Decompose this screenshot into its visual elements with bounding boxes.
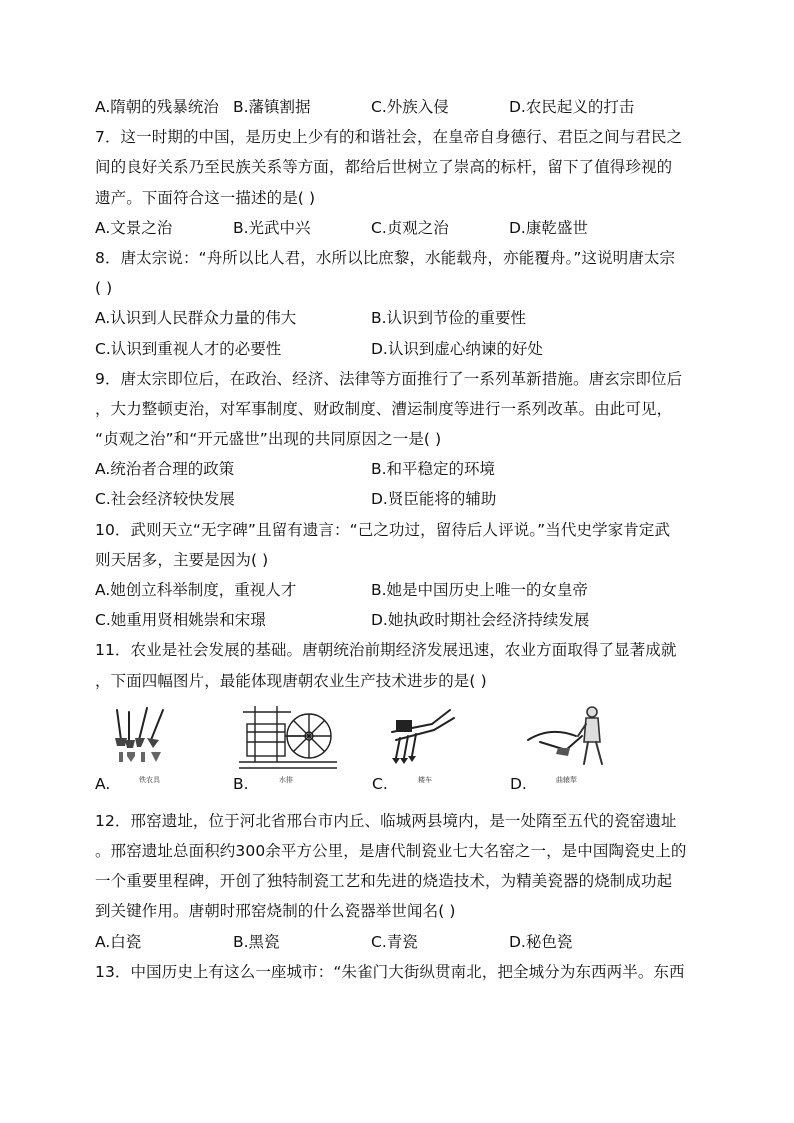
q11-option-a-caption: 铁农具 bbox=[139, 775, 160, 784]
q12-options bbox=[95, 927, 700, 957]
q9-stem-line: ，大力整顿吏治，对军事制度、财政制度、漕运制度等进行一系列改革。由此可见， bbox=[95, 399, 673, 418]
q7-stem-line: 间的良好关系乃至民族关系等方面，都给后世树立了崇高的标杆，留下了值得珍视的 bbox=[95, 158, 673, 177]
q12-stem-line: 12．邢窑遗址，位于河北省邢台市内丘、临城两县境内，是一处隋至五代的瓷窑遗址 bbox=[95, 811, 677, 830]
q10-option-b[interactable]: B.她是中国历史上唯一的女皇帝 bbox=[371, 581, 589, 599]
q7-stem-line: 遗产。下面符合这一描述的是( ) bbox=[95, 188, 316, 207]
q7-stem-line: 7．这一时期的中国，是历史上少有的和谐社会，在皇帝自身德行、君臣之间与君民之 bbox=[95, 128, 683, 147]
question-7 bbox=[95, 122, 700, 243]
q8-option-b[interactable]: B.认识到节俭的重要性 bbox=[371, 309, 527, 328]
q9-option-d[interactable]: D.贤臣能将的辅助 bbox=[371, 490, 497, 509]
q9-option-c[interactable]: C.社会经济较快发展 bbox=[95, 490, 235, 509]
q9-option-a[interactable]: A.统治者合理的政策 bbox=[95, 460, 235, 479]
q10-option-a[interactable]: A.她创立科举制度，重视人才 bbox=[95, 581, 297, 599]
q10-stem-line: 10．武则天立“无字碑”且留有遗言：“己之功过，留待后人评说。”当代史学家肯定武 bbox=[95, 520, 671, 539]
iron-tools-icon bbox=[95, 702, 185, 772]
q8-stem-line: 8．唐太宗说：“舟所以比人君，水所以比庶黎，水能载舟，亦能覆舟。”这说明唐太宗 bbox=[95, 248, 676, 267]
q8-option-d[interactable]: D.认识到虚心纳谏的好处 bbox=[371, 339, 543, 358]
q11-option-c-caption: 耧车 bbox=[418, 775, 432, 784]
q8-options-row2 bbox=[95, 334, 700, 364]
q10-stem-line: 则天居多，主要是因为( ) bbox=[95, 550, 269, 569]
seed-drill-icon bbox=[372, 702, 472, 772]
q8-option-c[interactable]: C.认识到重视人才的必要性 bbox=[95, 339, 282, 358]
q11-option-b-label: B. bbox=[233, 774, 249, 793]
question-9 bbox=[95, 364, 700, 515]
q11-option-a-label: A. bbox=[95, 774, 111, 793]
curved-plow-icon bbox=[510, 702, 620, 772]
q11-option-b-caption: 水排 bbox=[279, 775, 293, 784]
q9-options-row1 bbox=[95, 454, 700, 484]
q7-options bbox=[95, 213, 700, 243]
q11-option-d-caption: 曲辕犁 bbox=[556, 775, 577, 784]
q10-option-d[interactable]: D.她执政时期社会经济持续发展 bbox=[371, 611, 590, 630]
q12-option-a[interactable]: A.白瓷 bbox=[95, 932, 142, 951]
exam-page bbox=[95, 92, 700, 987]
q9-option-b[interactable]: B.和平稳定的环境 bbox=[371, 460, 496, 479]
q8-options-row1 bbox=[95, 303, 700, 333]
q6-option-d[interactable]: D.农民起义的打击 bbox=[509, 98, 635, 116]
q11-stem-line: 11．农业是社会发展的基础。唐朝统治前期经济发展迅速，农业方面取得了显著成就 bbox=[95, 641, 677, 660]
q12-stem-line: 到关键作用。唐朝时邢窑烧制的什么瓷器举世闻名( ) bbox=[95, 902, 456, 921]
q8-stem-line: ( ) bbox=[95, 279, 113, 298]
q12-option-c[interactable]: C.青瓷 bbox=[371, 932, 418, 951]
q13-stem-line: 13．中国历史上有这么一座城市：“朱雀门大街纵贯南北，把全城分为东西两半。东西 bbox=[95, 962, 685, 981]
q6-option-c[interactable]: C.外族入侵 bbox=[371, 98, 449, 116]
q11-option-d-label: D. bbox=[510, 774, 527, 793]
q7-option-a[interactable]: A.文景之治 bbox=[95, 218, 173, 237]
q6-option-a[interactable]: A.隋朝的残暴统治 bbox=[95, 98, 219, 116]
q12-option-b[interactable]: B.黑瓷 bbox=[233, 932, 280, 951]
q9-options-row2 bbox=[95, 484, 700, 514]
q7-option-c[interactable]: C.贞观之治 bbox=[371, 218, 449, 237]
q9-stem-line: “贞观之治”和“开元盛世”出现的共同原因之一是( ) bbox=[95, 430, 442, 449]
q11-picture-options bbox=[95, 702, 700, 806]
question-12 bbox=[95, 806, 700, 957]
q6-options bbox=[95, 92, 700, 122]
question-13 bbox=[95, 957, 700, 987]
q8-option-a[interactable]: A.认识到人民群众力量的伟大 bbox=[95, 309, 297, 328]
q12-stem-line: 。邢窑遗址总面积约300余平方公里，是唐代制瓷业七大名窑之一，是中国陶瓷史上的 bbox=[95, 841, 687, 860]
q6-option-b[interactable]: B.藩镇割据 bbox=[233, 98, 311, 116]
q7-option-b[interactable]: B.光武中兴 bbox=[233, 218, 311, 237]
q12-option-d[interactable]: D.秘色瓷 bbox=[509, 932, 573, 951]
water-bellows-icon bbox=[233, 702, 343, 772]
question-8 bbox=[95, 243, 700, 364]
q10-options-row2 bbox=[95, 605, 700, 635]
question-11 bbox=[95, 635, 700, 805]
q10-option-c[interactable]: C.她重用贤相姚崇和宋璟 bbox=[95, 611, 266, 630]
q10-options-row1 bbox=[95, 575, 700, 605]
q9-stem-line: 9．唐太宗即位后，在政治、经济、法律等方面推行了一系列革新措施。唐玄宗即位后 bbox=[95, 369, 683, 388]
q7-option-d[interactable]: D.康乾盛世 bbox=[509, 218, 588, 237]
q11-stem-line: ，下面四幅图片，最能体现唐朝农业生产技术进步的是( ) bbox=[95, 671, 487, 690]
q12-stem-line: 一个重要里程碑，开创了独特制瓷工艺和先进的烧造技术，为精美瓷器的烧制成功起 bbox=[95, 872, 673, 891]
q11-option-c-label: C. bbox=[372, 774, 388, 793]
question-10 bbox=[95, 515, 700, 636]
